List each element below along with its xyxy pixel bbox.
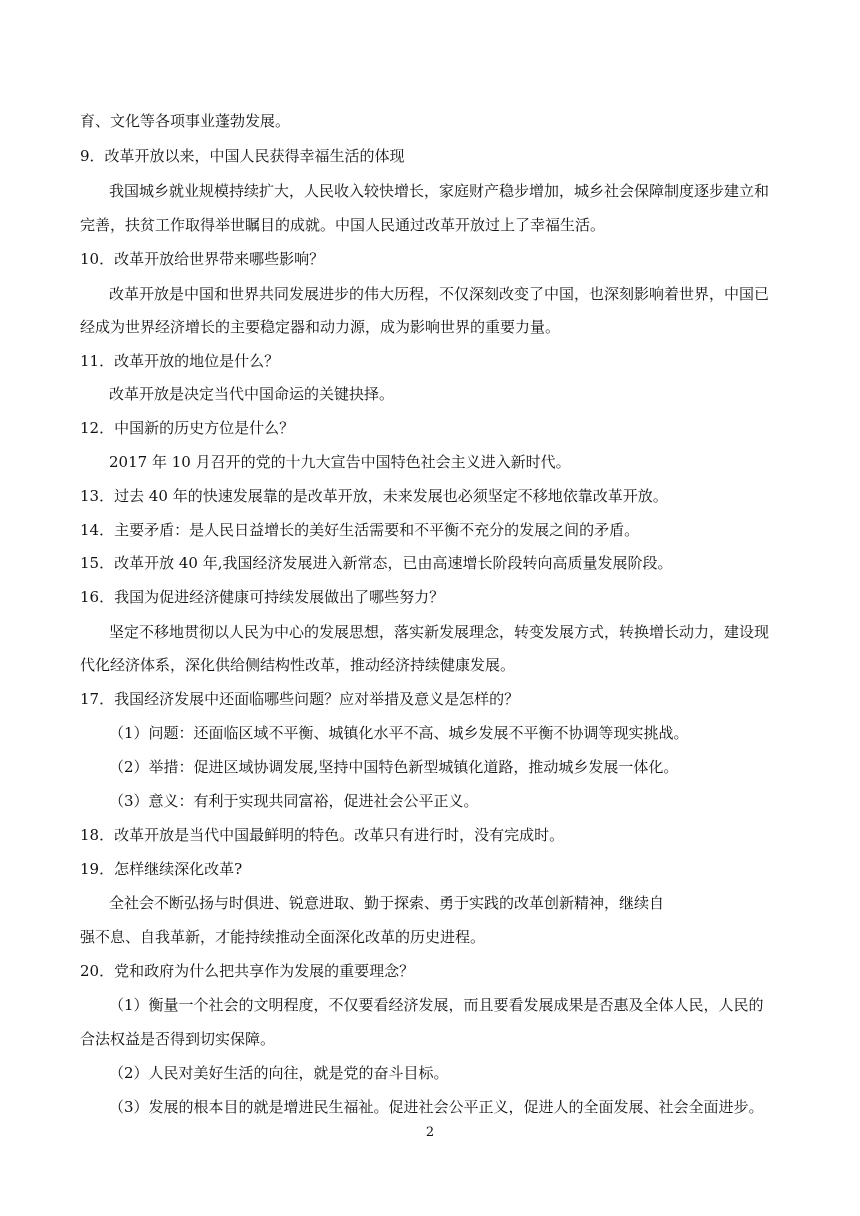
question-heading: 9．改革开放以来，中国人民获得幸福生活的体现 <box>80 147 405 165</box>
answer-line: 代化经济体系，深化供给侧结构性改革，推动经济持续健康发展。 <box>80 656 516 674</box>
statement-line: 15．改革开放 40 年,我国经济发展进入新常态，已由高速增长阶段转向高质量发展阶段。 <box>80 554 673 572</box>
answer-point: （3）发展的根本目的就是增进民生福祉。促进社会公平正义，促进人的全面发展、社会全面进步。 <box>109 1098 764 1116</box>
statement-line: 14．主要矛盾：是人民日益增长的美好生活需要和不平衡不充分的发展之间的矛盾。 <box>80 521 640 539</box>
answer-line: 改革开放是决定当代中国命运的关键抉择。 <box>109 385 395 403</box>
answer-line: 全社会不断弘扬与时俱进、锐意进取、勤于探索、勇于实践的改革创新精神，继续自 <box>109 894 665 912</box>
answer-point: （1）问题：还面临区域不平衡、城镇化水平不高、城乡发展不平衡不协调等现实挑战。 <box>109 724 689 742</box>
answer-line: 坚定不移地贯彻以人民为中心的发展思想，落实新发展理念，转变发展方式，转换增长动力，建设现 <box>109 623 770 641</box>
page-number: 2 <box>425 1125 435 1140</box>
answer-line: 强不息、自我革新，才能持续推动全面深化改革的历史进程。 <box>80 928 486 946</box>
question-heading: 10．改革开放给世界带来哪些影响？ <box>80 250 325 268</box>
answer-line: 合法权益是否得到切实保障。 <box>80 1030 276 1048</box>
statement-line: 18．改革开放是当代中国最鲜明的特色。改革只有进行时，没有完成时。 <box>80 826 565 844</box>
answer-point: （3）意义：有利于实现共同富裕，促进社会公平正义。 <box>109 792 479 810</box>
answer-line: 经成为世界经济增长的主要稳定器和动力源，成为影响世界的重要力量。 <box>80 318 561 336</box>
answer-line: 改革开放是中国和世界共同发展进步的伟大历程，不仅深刻改变了中国，也深刻影响着世界，中国已 <box>109 285 770 303</box>
statement-line: 13．过去 40 年的快速发展靠的是改革开放，未来发展也必须坚定不移地依靠改革开放。 <box>80 487 668 505</box>
answer-line: 完善，扶贫工作取得举世瞩目的成就。中国人民通过改革开放过上了幸福生活。 <box>80 216 606 234</box>
question-heading: 11．改革开放的地位是什么？ <box>80 352 280 370</box>
answer-line: 我国城乡就业规模持续扩大，人民收入较快增长，家庭财产稳步增加，城乡社会保障制度逐步建立和 <box>109 182 770 200</box>
question-heading: 16．我国为促进经济健康可持续发展做出了哪些努力？ <box>80 588 445 606</box>
question-heading: 19．怎样继续深化改革? <box>80 860 243 878</box>
answer-point: （2）举措：促进区域协调发展,坚持中国特色新型城镇化道路，推动城乡发展一体化。 <box>109 758 679 776</box>
text-line: 育、文化等各项事业蓬勃发展。 <box>80 112 291 130</box>
answer-point: （1）衡量一个社会的文明程度，不仅要看经济发展，而且要看发展成果是否惠及全体人民，人民的 <box>109 996 764 1014</box>
question-heading: 17．我国经济发展中还面临哪些问题？应对举措及意义是怎样的？ <box>80 690 520 708</box>
question-heading: 20．党和政府为什么把共享作为发展的重要理念？ <box>80 962 415 980</box>
question-heading: 12．中国新的历史方位是什么？ <box>80 419 295 437</box>
answer-point: （2）人民对美好生活的向往，就是党的奋斗目标。 <box>109 1064 449 1082</box>
answer-line: 2017 年 10 月召开的党的十九大宣告中国特色社会主义进入新时代。 <box>109 453 571 471</box>
